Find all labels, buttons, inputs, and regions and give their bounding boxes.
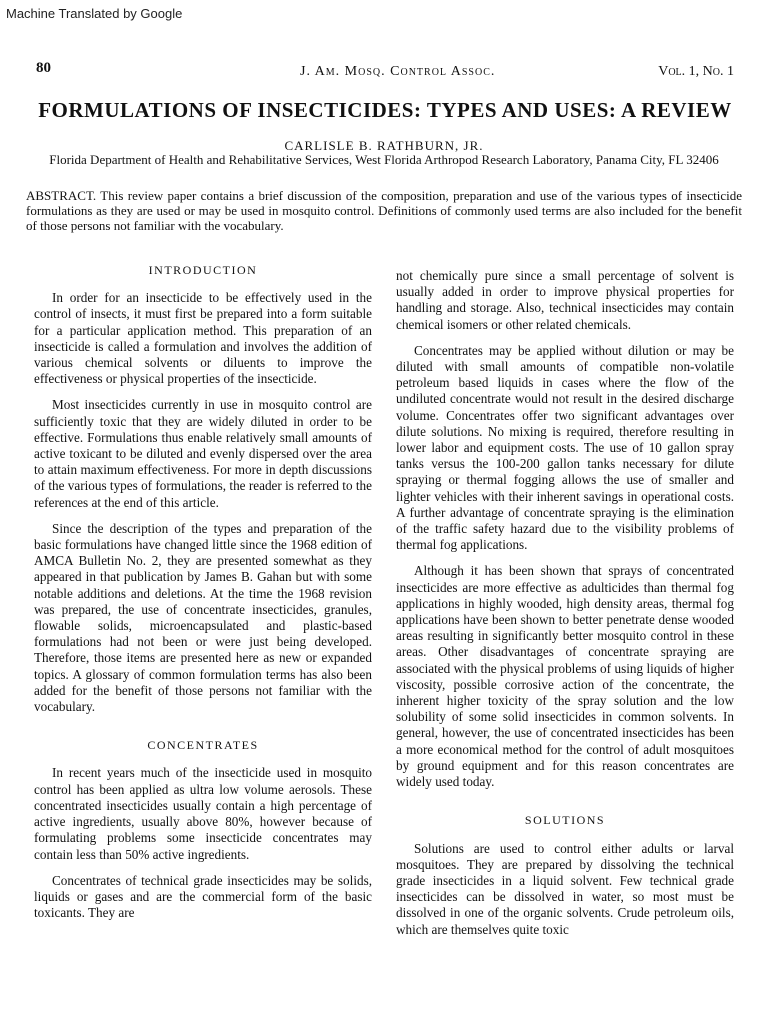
section-heading-solutions: SOLUTIONS (524, 813, 606, 828)
paragraph: Solutions are used to control either adults or larval mosquitoes. They are prepared by dissolving the technical grade insecticides in a liquid solvent. Few technical grade insecticides can be dissolved in water, so most must be dissolved in one of the organic solvents. Crude petroleum oils, which are themselves quite toxic (396, 840, 734, 937)
paragraph: Since the description of the types and preparation of the basic formulations have changed little since the 1968 edition of AMCA Bulletin No. 2, they are presented somewhat as they appeared in that publication by James B. Gahan but with some notable additions and deletions. At the time the 1968 revision was prepared, the use of concentrate insecticides, granules, flowable solids, microencapsulated and plastic-based formulations had not been or were just being developed. Therefore, those items are presented here as new or expanded topics. A glossary of common formulation terms has also been added for the benefit of those persons not familiar with the vocabulary. (34, 520, 372, 715)
author-affiliation: Florida Department of Health and Rehabilitative Services, West Florida Arthropod Research Laboratory, Panama City, FL 32406 (49, 152, 719, 167)
paragraph: Concentrates of technical grade insecticides may be solids, liquids or gases and are the commercial form of the basic toxicants. They are (34, 872, 372, 921)
abstract: ABSTRACT. This review paper contains a brief discussion of the composition, preparation and use of the various types of insecticide formulations as they are used or may be used in mosquito control. Definitions of commonly used terms are also included for the benefit of those persons not familiar with the vocabulary. (26, 188, 742, 233)
article-author: CARLISLE B. RATHBURN, JR. (284, 138, 484, 153)
right-column (396, 268, 734, 948)
paragraph: not chemically pure since a small percentage of solvent is usually added in order to improve physical properties for handling and storage. Also, technical insecticides may contain chemical isomers or other related chemicals. (396, 268, 734, 332)
page-number: 80 (36, 60, 51, 76)
paragraph: In recent years much of the insecticide used in mosquito control has been applied as ultra low volume aerosols. These concentrated insecticides usually contain a high percentage of active ingredients, usually above 80%, however because of formulating problems some insecticide concentrates may contain less than 50% active ingredients. (34, 765, 372, 862)
machine-translation-banner: Machine Translated by Google (6, 6, 183, 21)
article-title: FORMULATIONS OF INSECTICIDES: TYPES AND USES: A REVIEW (38, 98, 732, 122)
running-header (30, 60, 740, 84)
section-heading-introduction: INTRODUCTION (148, 263, 258, 277)
left-column (34, 262, 372, 931)
paragraph: Most insecticides currently in use in mosquito control are sufficiently toxic that they are widely diluted in order to be effective. Formulations thus enable relatively small amounts of active toxicant to be diluted and evenly dispersed over the area to attain maximum effectiveness. For more in depth discussions of the various types of formulations, the reader is referred to the references at the end of this article. (34, 397, 372, 510)
paragraph: Although it has been shown that sprays of concentrated insecticides are more effective as adulticides than thermal fog applications in highly wooded, high density areas, thermal fog applications have been shown to better penetrate dense wooded areas resulting in significantly better mosquito control in these areas. Other disadvantages of concentrate spraying are associated with the physical problems of using liquids of higher viscosity, possible corrosive action of the concentrate, the inherent higher toxicity of the spray solution and the low solubility of some solid insecticides in common solvents. In general, however, the use of concentrated insecticides has been a more economical method for the control of adult mosquitoes by ground equipment and for this reason concentrates are widely used today. (396, 563, 734, 790)
paragraph: Concentrates may be applied without dilution or may be diluted with small amounts of compatible non-volatile petroleum based liquids in cases where the flow of the undiluted concentrate would not result in the desired discharge volume. Concentrates offer two significant advantages over dilute solutions. No mixing is required, therefore resulting in lower labor and equipment costs. The use of 10 gallon spray tanks versus the 100-200 gallon tanks necessary for dilute spraying or thermal fogging allows the use of smaller and lighter vehicles with their inherent savings in operational costs. A further advantage of concentrate spraying is the elimination of the traffic safety hazard due to the visibility problems of thermal fog applications. (396, 342, 734, 553)
volume-issue: Vol. 1, No. 1 (658, 64, 734, 79)
section-heading-concentrates: CONCENTRATES (147, 738, 259, 753)
journal-name: J. Am. Mosq. Control Assoc. (300, 64, 496, 79)
paragraph: In order for an insecticide to be effectively used in the control of insects, it must first be prepared into a form suitable for a particular application method. This preparation of an insecticide is called a formulation and involves the addition of various chemical solvents or diluents to improve the effectiveness or physical properties of the insecticide. (34, 290, 372, 387)
